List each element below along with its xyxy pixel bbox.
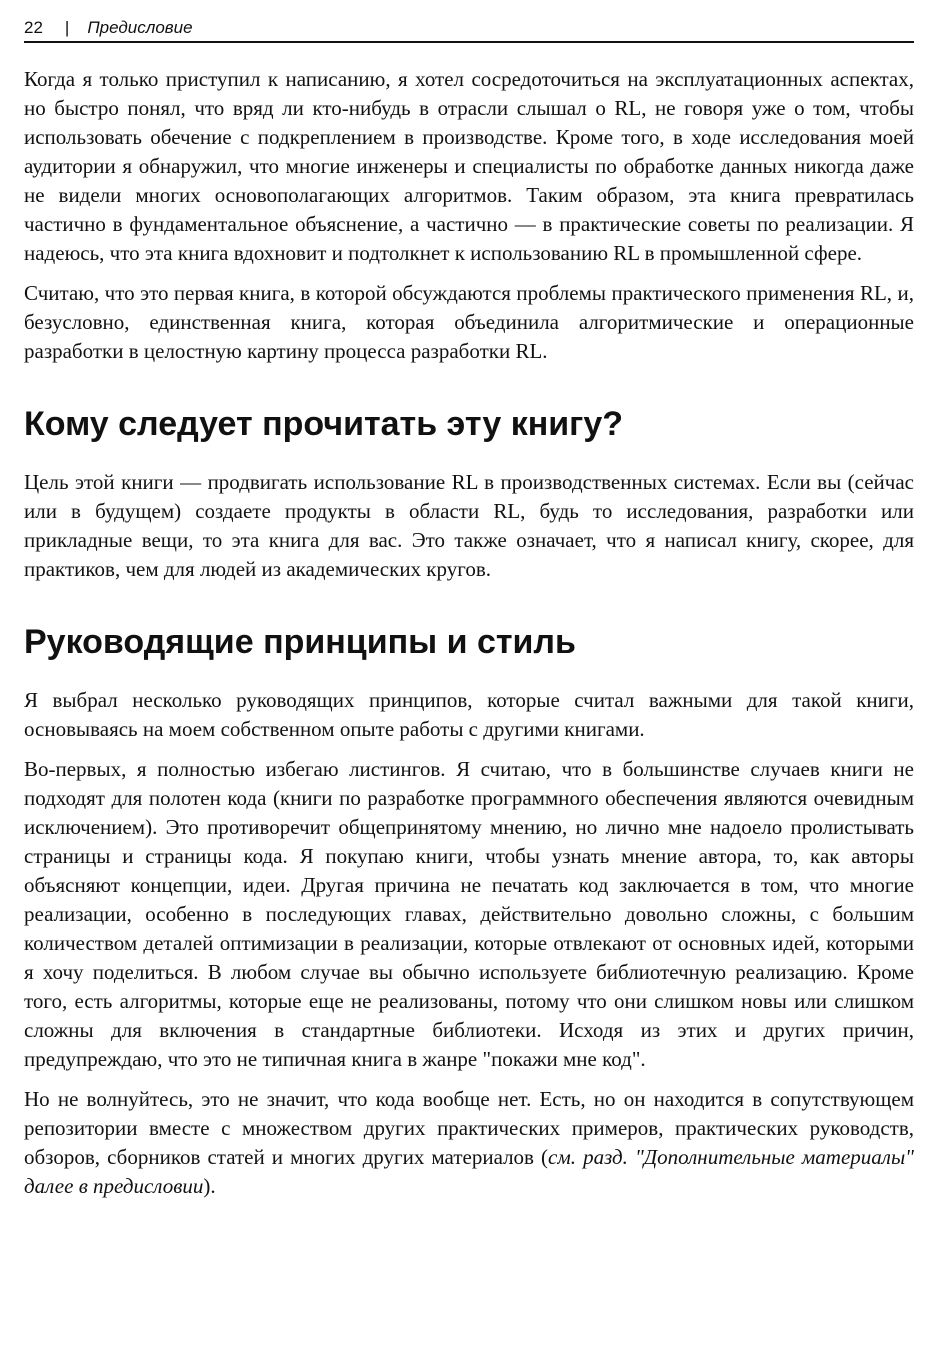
cross-reference: см. разд. "Дополнительные материалы" далее в предисловии	[24, 1145, 914, 1198]
paragraph-tail: ).	[203, 1174, 216, 1198]
paragraph: Я выбрал несколько руководящих принципов, которые считал важными для такой книги, основываясь на моем собственном опыте работы с другими книгами.	[24, 688, 914, 741]
page-number: 22	[24, 18, 43, 37]
page-content	[24, 65, 914, 1212]
running-header	[24, 17, 914, 41]
paragraph-last	[24, 1085, 914, 1201]
paragraph: Когда я только приступил к написанию, я хотел сосредоточиться на эксплуатационных аспектах, но быстро понял, что вряд ли кто-нибудь в отрасли слышал о RL, не говоря уже о том, чтобы использовать обечение с подкреплением в производстве. Кроме того, в ходе исследования моей аудитории я обнаружил, что многие инженеры и специалисты по обработке данных никогда даже не видели многих основополагающих алгоритмов. Таким образом, эта книга превратилась частично в фундаментальное объяснение, а частично — в практические советы по реализации. Я надеюсь, что эта книга вдохновит и подтолкнет к использованию RL в промышленной сфере.	[24, 67, 914, 265]
paragraph: Цель этой книги — продвигать использование RL в производственных системах. Если вы (сейчас или в будущем) создаете продукты в области RL, будь то исследования, разработки или прикладные вещи, то эта книга для вас. Это также означает, что я написал книгу, скорее, для практиков, чем для людей из академических кругов.	[24, 470, 914, 581]
section-heading-principles: Руководящие принципы и стиль	[24, 623, 576, 661]
header-separator: |	[64, 18, 70, 37]
paragraph: Во-первых, я полностью избегаю листингов. Я считаю, что в большинстве случаев книги не подходят для полотен кода (книги по разработке программного обеспечения являются очевидным исключением). Это противоречит общепринятому мнению, но лично мне надоело пролистывать страницы и страницы кода. Я покупаю книги, чтобы узнать мнение автора, то, как авторы объясняют концепции, идеи. Другая причина не печатать код заключается в том, что многие реализации, особенно в последующих главах, действительно довольно сложны, с большим количеством деталей оптимизации в реализации, которые отвлекают от основных идей, которыми я хочу поделиться. В любом случае вы обычно используете библиотечную реализацию. Кроме того, есть алгоритмы, которые еще не реализованы, потому что они слишком новы или слишком сложны для включения в стандартные библиотеки. Исходя из этих и других причин, предупреждаю, что это не типичная книга в жанре "покажи мне код".	[24, 757, 914, 1071]
book-page	[24, 0, 914, 1362]
running-header-title: Предисловие	[87, 18, 193, 37]
paragraph-text: Но не волнуйтесь, это не значит, что кода вообще нет. Есть, но он находится в сопутствующем репозитории вместе с множеством других практических примеров, практических руководств, обзоров, сборников статей и многих других материалов (	[24, 1087, 914, 1169]
section-heading-audience: Кому следует прочитать эту книгу?	[24, 405, 624, 443]
paragraph: Считаю, что это первая книга, в которой обсуждаются проблемы практического применения RL, и, безусловно, единственная книга, которая объединила алгоритмические и операционные разработки в целостную картину процесса разработки RL.	[24, 281, 914, 363]
header-rule	[24, 41, 914, 43]
